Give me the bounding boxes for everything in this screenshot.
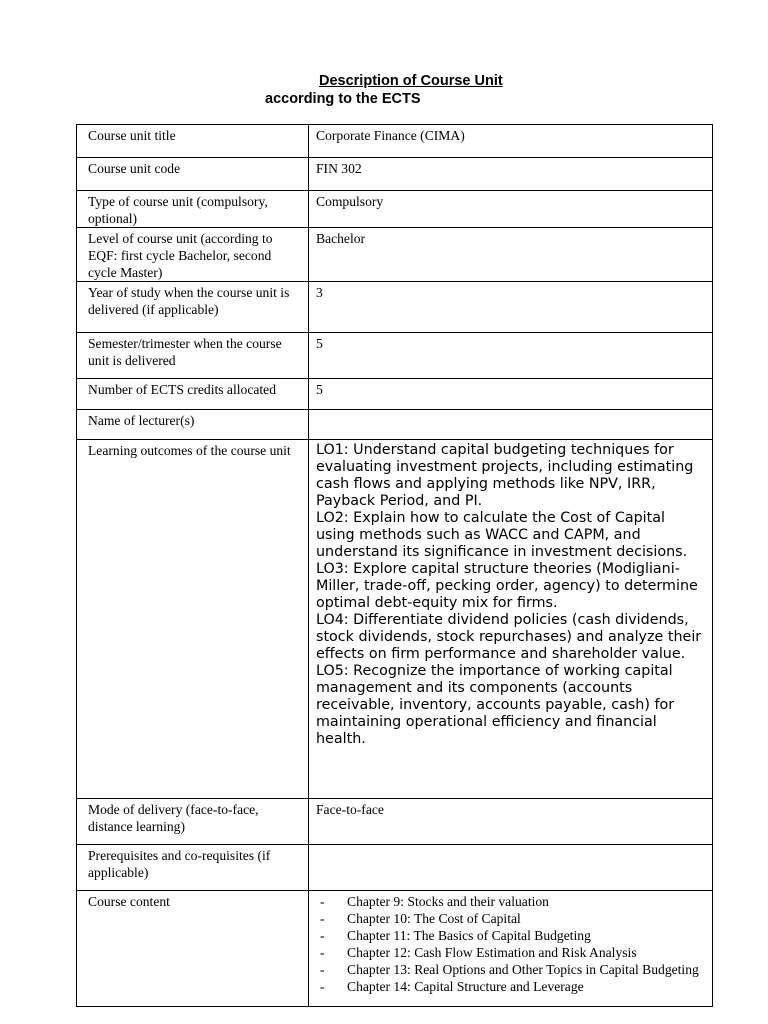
row-label: Mode of delivery (face-to-face, distance learning) [77, 799, 309, 845]
table-row [77, 158, 713, 191]
chapter-title: Chapter 14: Capital Structure and Leverage [347, 979, 584, 994]
dash-bullet: - [320, 894, 325, 909]
learning-outcomes-list [309, 440, 713, 799]
chapter-title: Chapter 9: Stocks and their valuation [347, 894, 549, 909]
row-label: Course unit code [77, 158, 309, 191]
table-row [77, 191, 713, 228]
row-label: Prerequisites and co-requisites (if applicable) [77, 845, 309, 891]
dash-bullet: - [320, 962, 325, 977]
list-item [320, 961, 706, 978]
learning-outcome: LO4: Differentiate dividend policies (cash dividends, stock dividends, stock repurchases) and analyze their effects on firm performance and shareholder value. [316, 612, 702, 662]
row-label: Name of lecturer(s) [77, 410, 309, 440]
table-row [77, 845, 713, 891]
row-label: Number of ECTS credits allocated [77, 379, 309, 410]
list-item [320, 944, 706, 961]
learning-outcome: LO5: Recognize the importance of working capital management and its components (accounts receivable, inventory, accounts payable, cash) for maintaining operational efficiency and financial health. [316, 663, 675, 747]
chapter-title: Chapter 11: The Basics of Capital Budgeting [347, 928, 591, 943]
dash-bullet: - [320, 979, 325, 994]
table-row [77, 125, 713, 158]
table-row [77, 333, 713, 379]
course-unit-table [76, 124, 713, 1007]
dash-bullet: - [320, 945, 325, 960]
chapter-title: Chapter 12: Cash Flow Estimation and Risk Analysis [347, 945, 637, 960]
row-label: Semester/trimester when the course unit is delivered [77, 333, 309, 379]
row-value: 5 [309, 333, 713, 379]
row-value: Compulsory [309, 191, 713, 228]
dash-bullet: - [320, 928, 325, 943]
document-subtitle: according to the ECTS [265, 91, 421, 107]
chapter-title: Chapter 13: Real Options and Other Topics in Capital Budgeting [347, 962, 699, 977]
row-value: Face-to-face [309, 799, 713, 845]
row-value: 3 [309, 282, 713, 333]
table-row [77, 410, 713, 440]
row-label: Level of course unit (according to EQF: first cycle Bachelor, second cycle Master) [77, 228, 309, 282]
row-label: Type of course unit (compulsory, optional) [77, 191, 309, 228]
row-label: Course content [77, 891, 309, 1007]
row-value: FIN 302 [309, 158, 713, 191]
learning-outcome: LO3: Explore capital structure theories (Modigliani-Miller, trade-off, pecking order, agency) to determine optimal debt-equity mix for firms. [316, 561, 698, 611]
row-value: Corporate Finance (CIMA) [309, 125, 713, 158]
learning-outcome: LO1: Understand capital budgeting techniques for evaluating investment projects, including estimating cash flows and applying methods like NPV, IRR, Payback Period, and PI. [316, 442, 694, 509]
list-item [320, 910, 706, 927]
row-value [309, 410, 713, 440]
course-content-list [309, 891, 713, 1007]
table-row [77, 891, 713, 1007]
table-row [77, 282, 713, 333]
dash-bullet: - [320, 911, 325, 926]
learning-outcome: LO2: Explain how to calculate the Cost of Capital using methods such as WACC and CAPM, and understand its significance in investment decisions. [316, 510, 688, 560]
row-label: Course unit title [77, 125, 309, 158]
row-value [309, 845, 713, 891]
list-item [320, 927, 706, 944]
chapter-title: Chapter 10: The Cost of Capital [347, 911, 521, 926]
table-row [77, 379, 713, 410]
list-item [320, 893, 706, 910]
row-value: 5 [309, 379, 713, 410]
document-title: Description of Course Unit [319, 73, 503, 89]
row-label: Year of study when the course unit is delivered (if applicable) [77, 282, 309, 333]
row-label: Learning outcomes of the course unit [77, 440, 309, 799]
table-row [77, 228, 713, 282]
table-row [77, 799, 713, 845]
list-item [320, 978, 706, 995]
row-value: Bachelor [309, 228, 713, 282]
table-row [77, 440, 713, 799]
